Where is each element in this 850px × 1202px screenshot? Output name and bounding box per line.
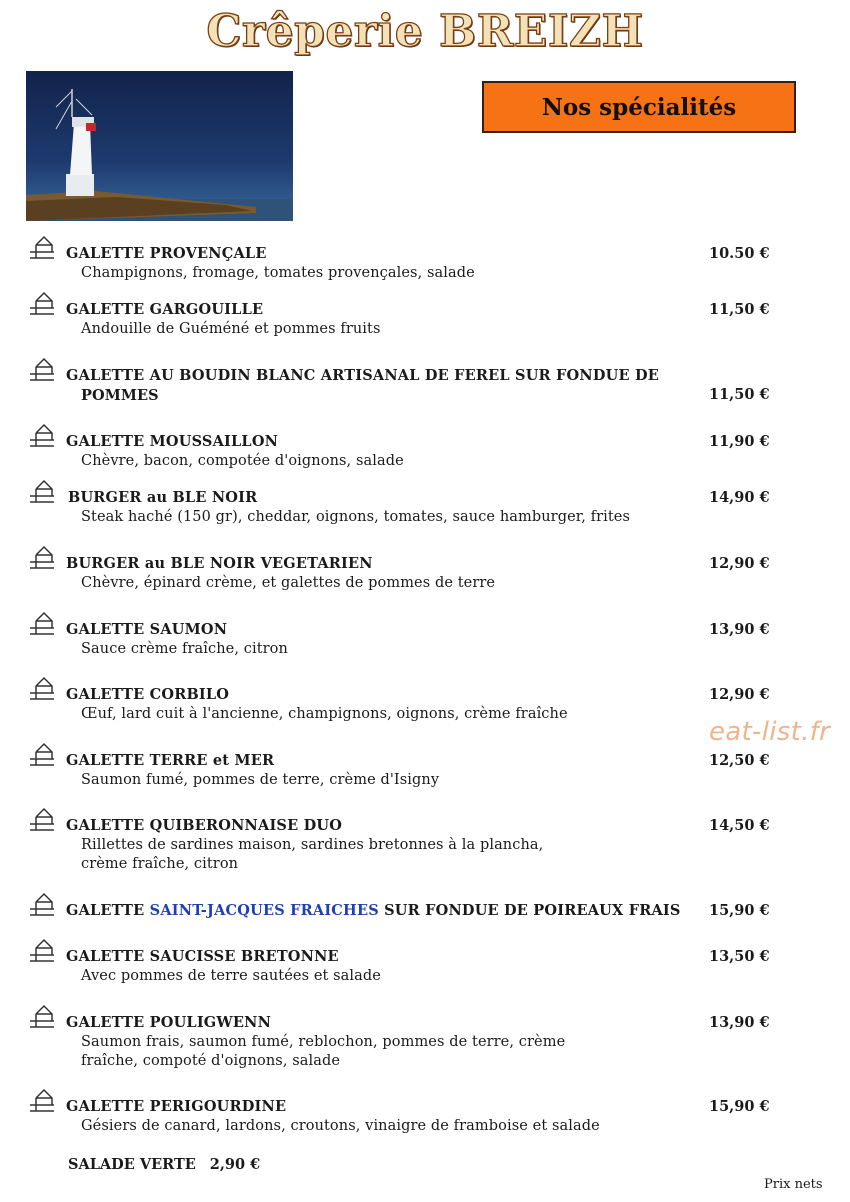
- item-name-highlight: SAINT-JACQUES FRAICHES: [149, 902, 379, 919]
- item-description: Saumon frais, saumon fumé, reblochon, pommes de terre, crème: [81, 1034, 566, 1050]
- item-name-part: SUR FONDUE DE POIREAUX FRAIS: [378, 902, 681, 919]
- crepe-icon: [26, 891, 58, 919]
- item-description: Gésiers de canard, lardons, croutons, vinaigre de framboise et salade: [81, 1118, 600, 1134]
- crepe-icon: [26, 234, 58, 262]
- item-name: GALETTE PROVENÇALE: [66, 245, 267, 262]
- item-price: 15,90 €: [709, 1098, 770, 1115]
- salade-label: SALADE VERTE: [68, 1156, 196, 1173]
- item-description: Avec pommes de terre sautées et salade: [81, 968, 381, 984]
- item-price: 10.50 €: [709, 245, 770, 262]
- item-price: 11,50 €: [709, 301, 770, 318]
- salade-verte-line: [68, 1156, 260, 1173]
- item-name: GALETTE POULIGWENN: [66, 1014, 272, 1031]
- item-name: GALETTE QUIBERONNAISE DUO: [66, 817, 343, 834]
- item-description: Saumon fumé, pommes de terre, crème d'Isigny: [81, 772, 440, 788]
- crepe-icon: [26, 806, 58, 834]
- item-name: GALETTE CORBILO: [66, 686, 230, 703]
- item-description: Steak haché (150 gr), cheddar, oignons, tomates, sauce hamburger, frites: [81, 509, 631, 525]
- item-name-part: GALETTE: [66, 902, 150, 919]
- item-price: 12,50 €: [709, 752, 770, 769]
- item-description-line2: crème fraîche, citron: [81, 856, 239, 872]
- crepe-icon: [26, 610, 58, 638]
- crepe-icon: [26, 290, 58, 318]
- crepe-icon: [26, 544, 58, 572]
- item-name-continued: POMMES: [81, 387, 159, 404]
- item-name: GALETTE SAUCISSE BRETONNE: [66, 948, 339, 965]
- crepe-icon: [26, 1087, 58, 1115]
- lighthouse-photo: [26, 71, 293, 221]
- crepe-icon: [26, 937, 58, 965]
- prix-nets-note: Prix nets: [764, 1177, 823, 1192]
- crepe-icon: [26, 422, 58, 450]
- item-name: GALETTE SAUMON: [66, 621, 228, 638]
- page-title: Crêperie BREIZH: [206, 6, 644, 57]
- salade-price: 2,90 €: [209, 1156, 261, 1173]
- item-description: Sauce crème fraîche, citron: [81, 641, 288, 657]
- item-price: 13,90 €: [709, 621, 770, 638]
- item-name: GALETTE GARGOUILLE: [66, 301, 264, 318]
- item-description: Chèvre, bacon, compotée d'oignons, salade: [81, 453, 404, 469]
- crepe-icon: [26, 1003, 58, 1031]
- item-description: Rillettes de sardines maison, sardines bretonnes à la plancha,: [81, 837, 544, 853]
- specialties-banner: Nos spécialités: [482, 81, 796, 133]
- item-price: 11,90 €: [709, 433, 770, 450]
- crepe-icon: [26, 356, 58, 384]
- item-price: 15,90 €: [709, 902, 770, 919]
- item-price: 13,90 €: [709, 1014, 770, 1031]
- item-name: BURGER au BLE NOIR: [68, 489, 258, 506]
- item-name: GALETTE MOUSSAILLON: [66, 433, 279, 450]
- item-description: Chèvre, épinard crème, et galettes de pommes de terre: [81, 575, 496, 591]
- item-description: Andouille de Guéméné et pommes fruits: [81, 321, 381, 337]
- item-description: Champignons, fromage, tomates provençales, salade: [81, 265, 475, 281]
- item-name: [66, 902, 681, 919]
- item-price: 13,50 €: [709, 948, 770, 965]
- item-description: Œuf, lard cuit à l'ancienne, champignons, oignons, crème fraîche: [81, 706, 568, 722]
- item-name: GALETTE AU BOUDIN BLANC ARTISANAL DE FEREL SUR FONDUE DE: [66, 367, 659, 384]
- crepe-icon: [26, 741, 58, 769]
- item-price: 12,90 €: [709, 555, 770, 572]
- item-description-line2: fraîche, compoté d'oignons, salade: [81, 1053, 341, 1069]
- item-name: GALETTE TERRE et MER: [66, 752, 275, 769]
- item-price: 14,90 €: [709, 489, 770, 506]
- item-name: GALETTE PERIGOURDINE: [66, 1098, 287, 1115]
- crepe-icon: [26, 478, 58, 506]
- item-price: 11,50 €: [709, 386, 770, 403]
- item-price: 14,50 €: [709, 817, 770, 834]
- crepe-icon: [26, 675, 58, 703]
- watermark: eat-list.fr: [709, 717, 831, 747]
- item-name: BURGER au BLE NOIR VEGETARIEN: [66, 555, 373, 572]
- item-price: 12,90 €: [709, 686, 770, 703]
